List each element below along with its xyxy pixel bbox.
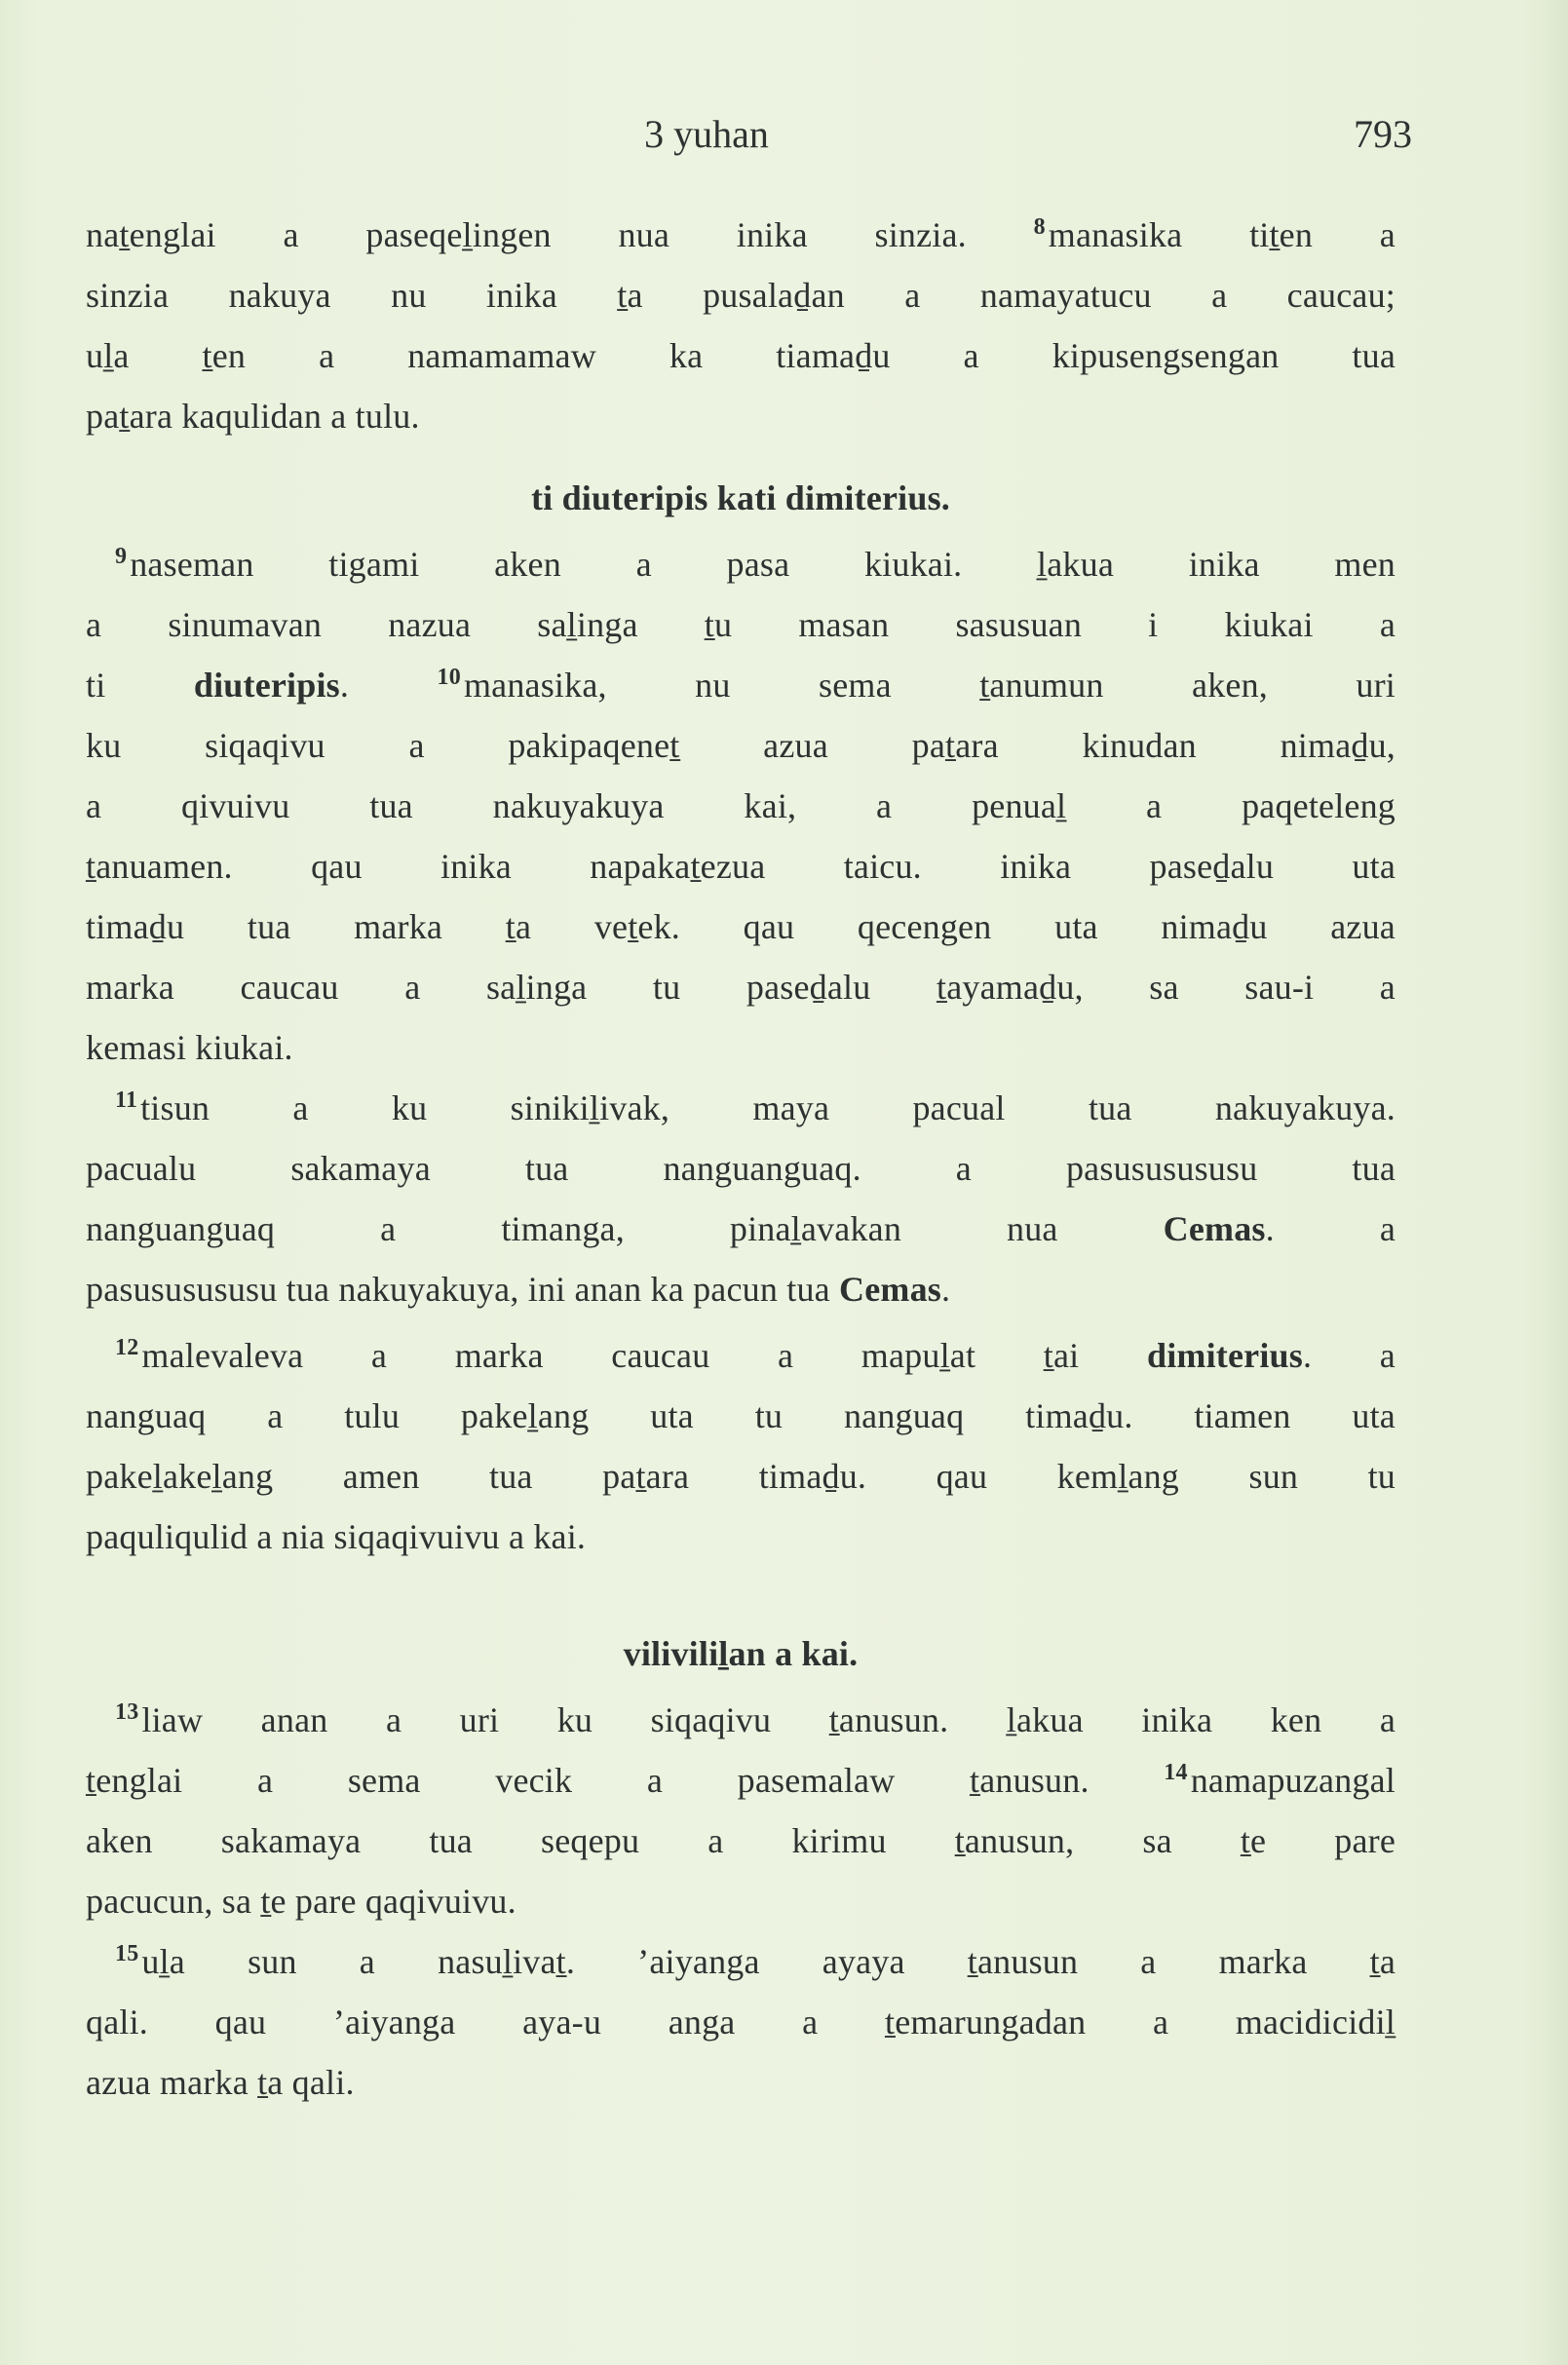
- body-text: [86, 205, 1396, 2113]
- text-run: pacucun, sa ṯe pare qaqivuivu.: [86, 1882, 516, 1921]
- text-line: [86, 205, 1396, 265]
- page-edge-shadow: [1539, 0, 1568, 2365]
- text-line: [86, 1017, 1396, 1078]
- bold-name: dimiterius: [1146, 1336, 1303, 1375]
- text-line: [86, 896, 1396, 957]
- page-number: 793: [1354, 112, 1412, 156]
- text-run: ku siqaqivu a pakipaqeneṯ azua paṯara kinudan nimaḏu,: [86, 726, 1396, 765]
- text-run: malevaleva a marka caucau a mapuḻat ṯai: [141, 1336, 1147, 1375]
- text-line: [86, 836, 1396, 896]
- text-line: [86, 1078, 1396, 1138]
- section-heading: [86, 1623, 1396, 1684]
- bold-name: Cemas: [839, 1270, 942, 1309]
- running-head: [0, 105, 1568, 164]
- text-run: naṯenglai a paseqeḻingen nua inika sinzia.: [86, 215, 1034, 254]
- text-line: [86, 1811, 1396, 1871]
- text-line: [86, 594, 1396, 655]
- text-run: naseman tigami aken a pasa kiukai. ḻakua inika men: [130, 545, 1396, 584]
- text-run: a qivuivu tua nakuyakuya kai, a penuaḻ a paqeteleng: [86, 786, 1396, 825]
- text-run: .: [941, 1270, 951, 1309]
- text-run: .: [339, 666, 438, 705]
- verse-number: 14: [1164, 1760, 1188, 1785]
- text-run: ṯanuamen. qau inika napakaṯezua taicu. inika paseḏalu uta: [86, 847, 1396, 886]
- text-run: pasususususu tua nakuyakuya, ini anan ka pacun tua: [86, 1270, 840, 1309]
- text-line: [86, 655, 1396, 715]
- text-run: azua marka ṯa qali.: [86, 2063, 355, 2102]
- text-line: [86, 1690, 1396, 1750]
- text-run: ti: [86, 666, 194, 705]
- text-line: [86, 386, 1396, 446]
- text-line: [86, 1992, 1396, 2052]
- text-line: [86, 265, 1396, 325]
- bold-name: diuteripis: [193, 666, 340, 705]
- text-run: timaḏu tua marka ṯa veṯek. qau qecengen uta nimaḏu azua: [86, 907, 1396, 946]
- text-run: a sinumavan nazua saḻinga ṯu masan sasusuan i kiukai a: [86, 605, 1396, 644]
- verse-number: 11: [115, 1087, 138, 1113]
- text-run: tisun a ku sinikiḻivak, maya pacual tua nakuyakuya.: [140, 1088, 1396, 1127]
- text-run: manasika, nu sema ṯanumun aken, uri: [463, 666, 1396, 705]
- section-heading: [86, 468, 1396, 528]
- text-line: [86, 715, 1396, 776]
- verse-number: 8: [1033, 214, 1046, 240]
- text-line: [86, 1386, 1396, 1446]
- text-line: [86, 1931, 1396, 1992]
- text-run: marka caucau a saḻinga tu paseḏalu ṯayamaḏu, sa sau-i a: [86, 968, 1396, 1007]
- text-run: ṯenglai a sema vecik a pasemalaw ṯanusun.: [86, 1761, 1165, 1800]
- text-run: uḻa ṯen a namamamaw ka tiamaḏu a kipusengsengan tua: [86, 336, 1396, 375]
- text-run: viliviliḻan a kai.: [623, 1634, 859, 1673]
- text-line: [86, 1259, 1396, 1319]
- text-run: . a: [1302, 1336, 1396, 1375]
- text-run: manasika tiṯen a: [1048, 215, 1396, 254]
- text-run: aken sakamaya tua seqepu a kirimu ṯanusun, sa ṯe pare: [86, 1821, 1396, 1860]
- text-line: [86, 2052, 1396, 2113]
- text-run: liaw anan a uri ku siqaqivu ṯanusun. ḻakua inika ken a: [141, 1700, 1396, 1739]
- text-run: pakeḻakeḻang amen tua paṯara timaḏu. qau kemḻang sun tu: [86, 1457, 1396, 1496]
- text-run: paquliqulid a nia siqaqivuivu a kai.: [86, 1517, 587, 1556]
- text-line: [86, 1325, 1396, 1386]
- verse-number: 15: [115, 1941, 139, 1966]
- text-run: qali. qau ’aiyanga aya-u anga a ṯemarungadan a macidicidiḻ: [86, 2003, 1396, 2041]
- verse-number: 9: [115, 544, 128, 569]
- text-line: [86, 957, 1396, 1017]
- text-line: [86, 1199, 1396, 1259]
- bold-name: Cemas: [1163, 1209, 1266, 1248]
- text-run: namapuzangal: [1190, 1761, 1396, 1800]
- text-line: [86, 1446, 1396, 1507]
- verse-number: 10: [437, 665, 461, 690]
- text-run: sinzia nakuya nu inika ṯa pusalaḏan a namayatucu a caucau;: [86, 276, 1396, 315]
- text-line: [86, 1138, 1396, 1199]
- running-title: 3 yuhan: [644, 112, 769, 156]
- text-line: [86, 1507, 1396, 1567]
- text-run: kemasi kiukai.: [86, 1028, 293, 1067]
- text-run: pacualu sakamaya tua nanguanguaq. a pasususususu tua: [86, 1149, 1396, 1188]
- text-line: [86, 534, 1396, 594]
- text-run: paṯara kaqulidan a tulu.: [86, 397, 420, 436]
- verse-number: 12: [115, 1335, 139, 1360]
- text-line: [86, 325, 1396, 386]
- text-run: nanguanguaq a timanga, pinaḻavakan nua: [86, 1209, 1164, 1248]
- text-run: nanguaq a tulu pakeḻang uta tu nanguaq timaḏu. tiamen uta: [86, 1396, 1396, 1435]
- verse-number: 13: [115, 1699, 139, 1725]
- text-run: ti diuteripis kati dimiterius.: [530, 478, 951, 517]
- text-line: [86, 776, 1396, 836]
- text-run: uḻa sun a nasuḻivaṯ. ’aiyanga ayaya ṯanusun a marka ṯa: [141, 1942, 1396, 1981]
- text-line: [86, 1871, 1396, 1931]
- text-line: [86, 1750, 1396, 1811]
- text-run: . a: [1265, 1209, 1396, 1248]
